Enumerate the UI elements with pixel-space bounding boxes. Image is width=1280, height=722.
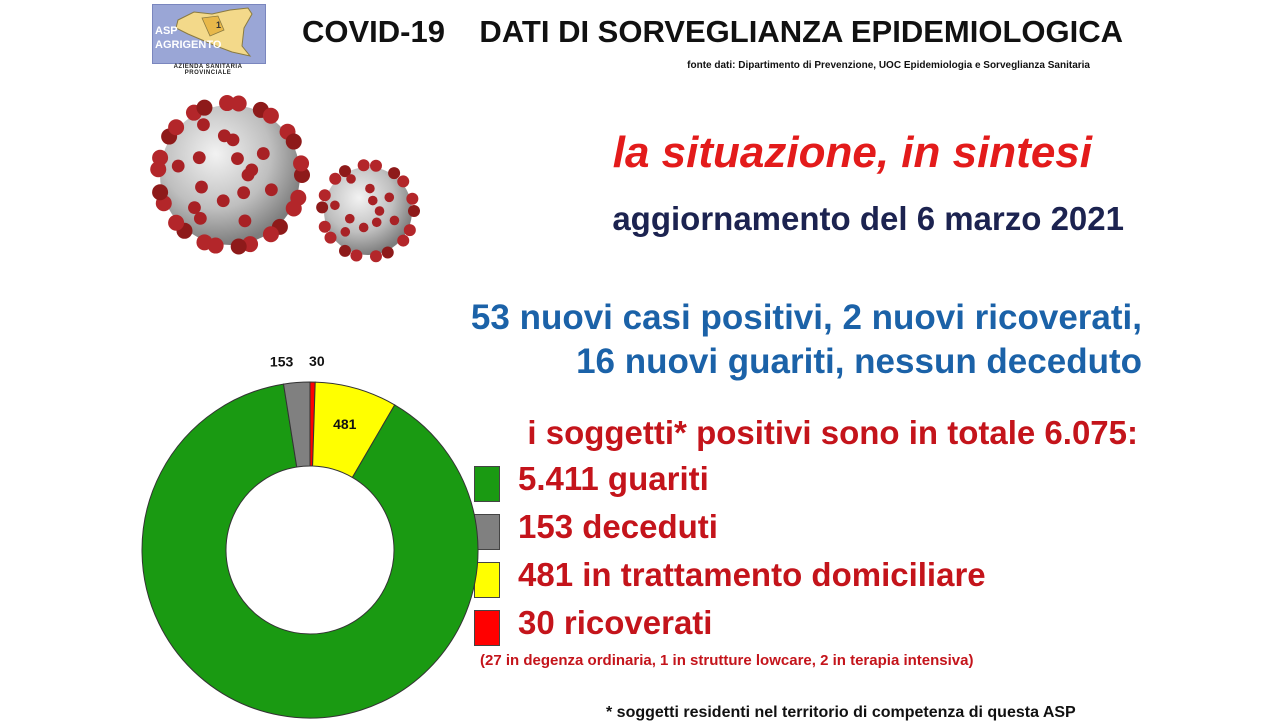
virus-spike bbox=[263, 226, 279, 242]
donut-label-deceduti: 153 bbox=[269, 353, 294, 370]
legend-label-guariti: 5.411 guariti bbox=[518, 460, 709, 497]
virus-spike bbox=[319, 189, 331, 201]
virus-spike bbox=[345, 214, 355, 224]
virus-spike bbox=[408, 205, 420, 217]
donut-chart bbox=[140, 353, 480, 720]
virus-spike bbox=[370, 160, 382, 172]
virus-spike bbox=[350, 250, 362, 262]
virus-spike bbox=[329, 173, 341, 185]
virus-spike bbox=[257, 147, 270, 160]
virus-spike bbox=[359, 223, 369, 233]
virus-spike bbox=[245, 164, 258, 177]
virus-spike bbox=[406, 193, 418, 205]
virus-spike bbox=[358, 159, 370, 171]
virus-spike bbox=[346, 174, 356, 184]
total-positive: i soggetti* positivi sono in totale 6.075: bbox=[527, 414, 1138, 451]
virus-spike bbox=[193, 151, 206, 164]
legend-label-deceduti: 153 deceduti bbox=[518, 508, 718, 545]
virus-spike bbox=[263, 108, 279, 124]
virus-spike bbox=[316, 201, 328, 213]
logo-text bbox=[155, 24, 221, 52]
donut-label-trattamento-domiciliare: 481 bbox=[333, 415, 357, 432]
virus-spike bbox=[325, 232, 337, 244]
hospitalization-note: (27 in degenza ordinaria, 1 in strutture lowcare, 2 in terapia intensiva) bbox=[480, 652, 974, 669]
virus-spike bbox=[404, 224, 416, 236]
virus-spike bbox=[368, 196, 378, 206]
virus-spike bbox=[365, 184, 375, 194]
virus-spike bbox=[168, 119, 184, 135]
logo-subtitle: AZIENDA SANITARIA PROVINCIALE bbox=[173, 64, 243, 76]
virus-spike bbox=[194, 212, 207, 225]
footnote: * soggetti residenti nel territorio di competenza di questa ASP bbox=[606, 704, 1076, 721]
news-line-1: 53 nuovi casi positivi, 2 nuovi ricoverati, bbox=[470, 298, 1142, 337]
legend-label-domiciliare: 481 in trattamento domiciliare bbox=[518, 556, 986, 593]
logo-line2: AGRIGENTO bbox=[155, 39, 222, 51]
virus-spike bbox=[265, 183, 278, 196]
virus-spike bbox=[197, 118, 210, 131]
virus-spike bbox=[172, 160, 185, 173]
virus-spike bbox=[218, 129, 231, 142]
map-number: 1 bbox=[216, 20, 222, 30]
virus-spike bbox=[286, 134, 302, 150]
virus-spike bbox=[237, 186, 250, 199]
headline: la situazione, in sintesi bbox=[612, 128, 1092, 177]
virus-spike bbox=[339, 245, 351, 257]
virus-spike bbox=[390, 216, 400, 226]
update-date: aggiornamento del 6 marzo 2021 bbox=[612, 200, 1124, 237]
virus-spike bbox=[382, 247, 394, 259]
virus-spike bbox=[375, 206, 385, 216]
virus-spike bbox=[340, 227, 350, 237]
virus-spike bbox=[372, 217, 382, 227]
virus-spike bbox=[196, 100, 212, 116]
virus-spike bbox=[286, 200, 302, 216]
virus-spike bbox=[188, 201, 201, 214]
virus-spike bbox=[231, 152, 244, 165]
virus-spike bbox=[239, 214, 252, 227]
virus-spike bbox=[231, 96, 247, 112]
virus-spike bbox=[330, 200, 340, 210]
page-title: COVID-19 DATI DI SORVEGLIANZA EPIDEMIOLOGICA bbox=[302, 14, 1124, 49]
virus-spike bbox=[397, 175, 409, 187]
data-source: fonte dati: Dipartimento di Prevenzione, UOC Epidemiologia e Sorveglianza Sanitaria bbox=[687, 60, 1090, 71]
logo-line1: ASP bbox=[155, 25, 178, 37]
virus-spike bbox=[168, 215, 184, 231]
virus-spike bbox=[152, 184, 168, 200]
legend-label-ricoverati: 30 ricoverati bbox=[518, 604, 713, 641]
coronavirus-illustration bbox=[140, 85, 440, 275]
virus-spike bbox=[370, 250, 382, 262]
virus-spike bbox=[152, 150, 168, 166]
small-virus-icon bbox=[316, 159, 420, 262]
virus-spike bbox=[195, 181, 208, 194]
virus-spike bbox=[384, 193, 394, 203]
virus-spike bbox=[388, 167, 400, 179]
virus-spike bbox=[319, 221, 331, 233]
virus-spike bbox=[397, 235, 409, 247]
virus-spike bbox=[231, 238, 247, 254]
virus-spike bbox=[217, 194, 230, 207]
asp-logo bbox=[152, 4, 264, 76]
virus-spike bbox=[293, 155, 309, 171]
donut-label-ricoverati: 30 bbox=[309, 353, 325, 370]
news-line-2: 16 nuovi guariti, nessun deceduto bbox=[576, 342, 1142, 381]
large-virus-icon bbox=[150, 95, 310, 254]
daily-news bbox=[471, 296, 1142, 384]
virus-spike bbox=[196, 234, 212, 250]
